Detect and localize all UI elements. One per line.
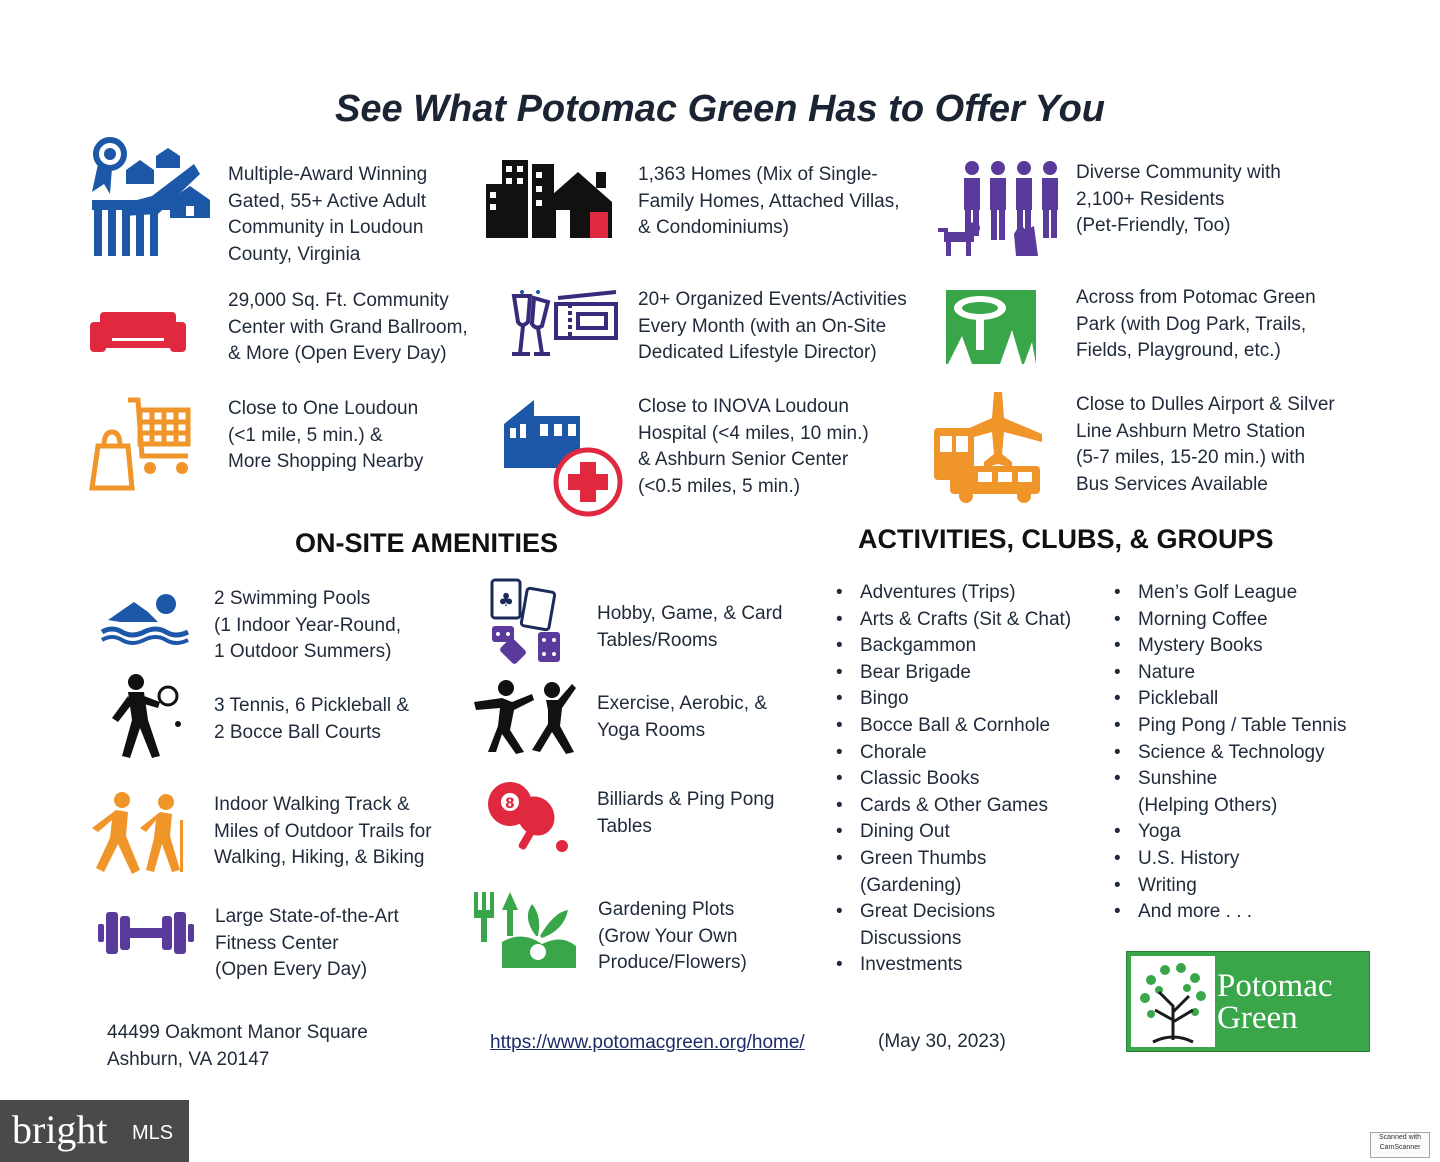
amenity-3-line-1: Indoor Walking Track & [214, 794, 410, 815]
amenity-5-line-1: Hobby, Game, & Card [597, 603, 783, 624]
feature-6-line-1: Across from Potomac Green [1076, 287, 1316, 308]
activity-right-item: • And more . . . [1114, 899, 1346, 926]
feature-3-line-3: (Pet-Friendly, Too) [1076, 215, 1231, 236]
garden-plant-icon [472, 890, 578, 968]
transport-icon [932, 388, 1048, 504]
page-title: See What Potomac Green Has to Offer You [334, 88, 1106, 130]
activities-heading: ACTIVITIES, CLUBS, & GROUPS [858, 524, 1274, 554]
activity-left-item: • Backgammon [836, 633, 1071, 660]
amenity-1-line-2: (1 Indoor Year-Round, [214, 614, 401, 636]
amenity-4-line-1: Large State-of-the-Art [215, 906, 399, 927]
tree-icon [1131, 956, 1215, 1047]
activity-left-item: • Green Thumbs [836, 846, 1071, 873]
amenity-1-line-3: 1 Outdoor Summers) [214, 641, 392, 662]
people-pets-icon [936, 160, 1062, 258]
activity-right-item: • Pickleball [1114, 686, 1346, 713]
activity-right-item: • Morning Coffee [1114, 607, 1346, 634]
activity-left-item: • Bocce Ball & Cornhole [836, 713, 1071, 740]
dumbbell-icon [98, 908, 194, 958]
activity-left-item: • Cards & Other Games [836, 793, 1071, 820]
activity-left-item: (Gardening) [860, 874, 962, 896]
feature-3-line-2: 2,100+ Residents [1076, 188, 1225, 210]
activity-right-item: • Men’s Golf League [1114, 580, 1346, 607]
bright-mls-watermark [0, 1100, 189, 1162]
feature-4-line-2: Center with Grand Ballroom, [228, 316, 468, 338]
logo-text-line-1: Potomac [1217, 968, 1333, 1004]
shopping-cart-icon [88, 396, 196, 492]
address [107, 1019, 368, 1073]
champagne-ticket-icon [508, 288, 620, 360]
park-nature-icon [946, 290, 1036, 364]
swimmer-icon [100, 586, 190, 642]
potomac-green-logo [1126, 951, 1370, 1052]
homes-buildings-icon [484, 158, 624, 240]
activity-right-item: • Sunshine [1114, 766, 1346, 793]
activity-right-item: • Ping Pong / Table Tennis [1114, 713, 1346, 740]
feature-2-line-1: 1,363 Homes (Mix of Single- [638, 164, 878, 185]
yoga-exercise-icon [472, 680, 578, 756]
amenity-8-line-1: Gardening Plots [598, 899, 735, 920]
activity-left-item: • Bear Brigade [836, 660, 1071, 687]
address-line-1: 44499 Oakmont Manor Square [107, 1022, 368, 1043]
feature-7-line-3: More Shopping Nearby [228, 451, 424, 472]
cards-dominoes-icon [488, 576, 566, 664]
amenity-6-line-2: Yoga Rooms [597, 719, 706, 741]
flyer-date: (May 30, 2023) [878, 1031, 1006, 1052]
feature-1-line-2: Gated, 55+ Active Adult [228, 190, 427, 212]
feature-4-line-1: 29,000 Sq. Ft. Community [228, 290, 449, 311]
feature-1-line-1: Multiple-Award Winning [228, 164, 428, 185]
feature-6-line-3: Fields, Playground, etc.) [1076, 340, 1281, 361]
camscanner-line-1: Scanned with [1378, 1134, 1422, 1141]
activity-right-item: • Nature [1114, 660, 1346, 687]
activity-right-item: (Helping Others) [1138, 794, 1278, 816]
amenity-1-line-1: 2 Swimming Pools [214, 588, 371, 609]
activity-right-item: • U.S. History [1114, 846, 1346, 873]
feature-8-line-2: Hospital (<4 miles, 10 min.) [638, 422, 869, 444]
amenity-7-line-2: Tables [597, 815, 652, 837]
address-line-2: Ashburn, VA 20147 [107, 1049, 270, 1070]
feature-1-line-3: Community in Loudoun [228, 217, 424, 238]
amenity-3-line-3: Walking, Hiking, & Biking [214, 847, 425, 868]
feature-9-line-4: Bus Services Available [1076, 473, 1268, 495]
website-link[interactable]: https://www.potomacgreen.org/home/ [490, 1032, 805, 1053]
feature-7-line-2: (<1 mile, 5 min.) & [228, 424, 383, 446]
activity-left-item: • Classic Books [836, 766, 1071, 793]
amenity-3-line-2: Miles of Outdoor Trails for [214, 820, 432, 842]
billiards-pingpong-icon [486, 780, 572, 856]
amenity-2-line-2: 2 Bocce Ball Courts [214, 721, 381, 743]
activity-left-item: Discussions [860, 927, 962, 949]
feature-9-line-2: Line Ashburn Metro Station [1076, 420, 1306, 442]
activity-left-item: • Investments [836, 952, 1071, 979]
activity-left-item: • Dining Out [836, 819, 1071, 846]
activity-left-item: • Adventures (Trips) [836, 580, 1071, 607]
feature-1-line-4: County, Virginia [228, 243, 361, 265]
feature-4-line-3: & More (Open Every Day) [228, 343, 447, 364]
feature-9-line-1: Close to Dulles Airport & Silver [1076, 394, 1335, 415]
sofa-icon [90, 312, 186, 356]
camscanner-line-2: CamScanner [1379, 1144, 1421, 1151]
feature-2-line-3: & Condominiums) [638, 217, 789, 238]
activity-left-item: • Arts & Crafts (Sit & Chat) [836, 607, 1071, 634]
amenity-6-line-1: Exercise, Aerobic, & [597, 693, 768, 714]
amenity-4-line-2: Fitness Center [215, 932, 339, 954]
camscanner-badge [1370, 1132, 1430, 1158]
activity-left-item: • Great Decisions [836, 899, 1071, 926]
activities-list-right [1114, 580, 1346, 926]
feature-8-line-1: Close to INOVA Loudoun [638, 396, 849, 417]
activity-right-item: • Yoga [1114, 819, 1346, 846]
feature-9-line-3: (5-7 miles, 15-20 min.) with [1076, 447, 1306, 468]
feature-8-line-4: (<0.5 miles, 5 min.) [638, 475, 801, 497]
activity-right-item: • Science & Technology [1114, 740, 1346, 767]
feature-8-line-3: & Ashburn Senior Center [638, 449, 849, 470]
feature-6-line-2: Park (with Dog Park, Trails, [1076, 313, 1307, 335]
feature-7-line-1: Close to One Loudoun [228, 398, 419, 419]
watermark-brand: bright [12, 1107, 108, 1152]
amenity-7-line-1: Billiards & Ping Pong [597, 789, 775, 810]
svg-text:♣: ♣ [498, 590, 515, 611]
amenities-heading: ON-SITE AMENITIES [295, 528, 559, 558]
activity-right-item: • Writing [1114, 873, 1346, 900]
feature-5-line-3: Dedicated Lifestyle Director) [638, 342, 877, 363]
feature-5-line-1: 20+ Organized Events/Activities [638, 289, 907, 310]
logo-text-line-2: Green [1217, 1000, 1298, 1036]
activity-left-item: • Bingo [836, 686, 1071, 713]
feature-3-line-1: Diverse Community with [1076, 162, 1281, 183]
amenity-8-line-3: Produce/Flowers) [598, 952, 747, 973]
hospital-icon [500, 396, 624, 518]
feature-2-line-2: Family Homes, Attached Villas, [638, 190, 900, 212]
amenity-8-line-2: (Grow Your Own [598, 925, 738, 947]
activity-left-item: • Chorale [836, 740, 1071, 767]
activity-right-item: • Mystery Books [1114, 633, 1346, 660]
walkers-icon [82, 792, 190, 876]
activities-list-left [836, 580, 1071, 979]
amenity-4-line-3: (Open Every Day) [215, 959, 368, 980]
feature-5-line-2: Every Month (with an On-Site [638, 315, 887, 337]
amenity-5-line-2: Tables/Rooms [597, 629, 718, 651]
tennis-player-icon [102, 672, 188, 762]
amenity-2-line-1: 3 Tennis, 6 Pickleball & [214, 695, 410, 716]
award-gated-community-icon [86, 134, 212, 260]
svg-text:8: 8 [505, 796, 515, 812]
watermark-suffix: MLS [132, 1122, 174, 1144]
